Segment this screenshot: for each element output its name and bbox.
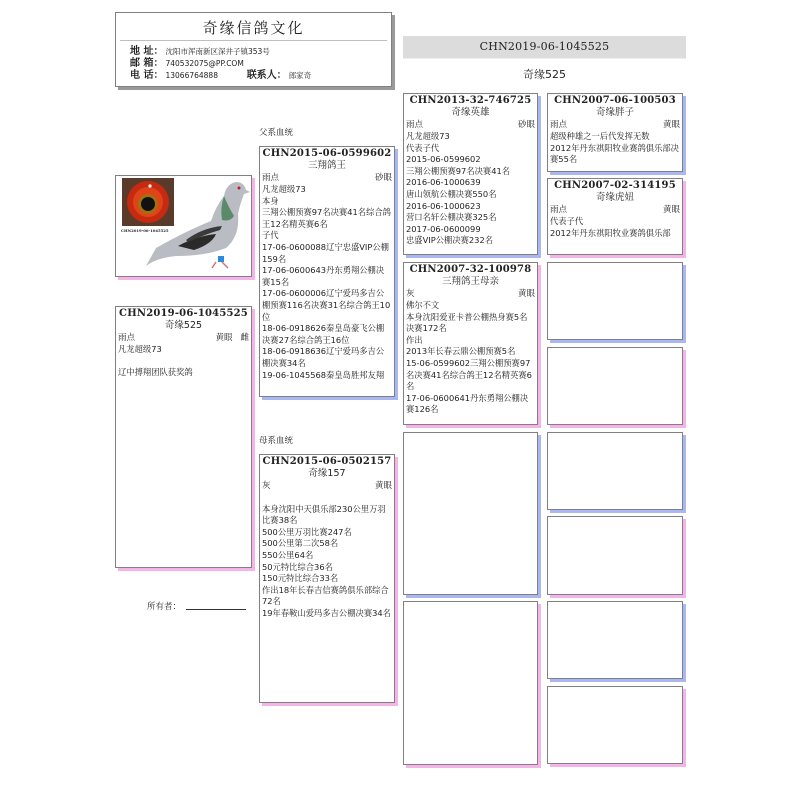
dam-line: 作出18年长春吉信赛鸽俱乐部综合72名 xyxy=(262,584,389,607)
address-value: 沈阳市浑南新区深井子镇353号 xyxy=(165,47,270,56)
sire-ring: CHN2015-06-0599602 xyxy=(262,148,392,159)
grandsire-line: 三翔公棚预赛97名决赛41名 xyxy=(406,165,511,176)
dam-color: 灰 xyxy=(262,481,271,491)
great-grandsire-name: 奇缘胖子 xyxy=(595,107,634,118)
grandsire-line: 忠盛VIP公棚决赛232名 xyxy=(406,235,494,246)
empty-ancestor-card xyxy=(547,686,683,764)
owner-signature-line[interactable] xyxy=(186,609,246,610)
sire-line: 17-06-0600643丹东勇翔公棚决赛15名 xyxy=(262,265,385,287)
granddam-line: 2013年长春云鼎公棚预赛5名 xyxy=(406,346,516,357)
dam-line: 500公里第二次58名 xyxy=(262,538,339,549)
sire-line-label: 父系血统 xyxy=(259,128,294,138)
subject-line: 辽中搏翔团队获奖鸽 xyxy=(118,367,193,378)
sire-line: 18-06-0918636辽宁爱玛多吉公棚决赛34名 xyxy=(262,346,385,368)
sire-line: 17-06-0600006辽宁爱玛多吉公棚预赛116名决赛31名综合鸽王10位 xyxy=(262,288,391,322)
breeder-title: 奇缘信鸽文化 xyxy=(202,19,305,37)
grandsire-line: 凡龙超级73 xyxy=(406,131,450,141)
grandsire-eye: 砂眼 xyxy=(517,120,535,130)
grandsire-traits xyxy=(404,119,537,131)
dam-line: 50元特比综合36名 xyxy=(262,561,333,572)
dam-sire-card-empty xyxy=(403,432,538,595)
photo-caption: CHN2019-06-1045525 xyxy=(121,228,169,233)
granddam-name: 三翔鸽王母亲 xyxy=(441,276,499,287)
granddam-line: 作出 xyxy=(406,334,423,345)
phone-label: 电 话： xyxy=(130,70,164,81)
empty-ancestor-card xyxy=(547,432,683,510)
owner-label: 所有者： xyxy=(147,602,182,612)
contact-value: 郎家奇 xyxy=(288,71,312,80)
sire-line: 凡龙超级73 xyxy=(262,184,306,194)
great-granddam-color: 雨点 xyxy=(550,205,568,215)
sire-line: 17-06-0600088辽宁忠盛VIP公棚159名 xyxy=(262,241,389,264)
great-grandsire-card xyxy=(547,93,683,172)
great-granddam-ring: CHN2007-02-314195 xyxy=(554,180,676,191)
granddam-ring: CHN2007-32-100978 xyxy=(409,264,532,275)
great-grandsire-ring: CHN2007-06-100503 xyxy=(554,95,676,106)
sire-line: 19-06-1045568秦皇岛胜邦友翔 xyxy=(262,369,385,380)
contact-label: 联系人： xyxy=(246,70,287,81)
dam-ring: CHN2015-06-0502157 xyxy=(262,456,392,467)
great-granddam-eye: 黄眼 xyxy=(662,205,680,215)
great-granddam-traits xyxy=(548,204,682,216)
grandsire-card xyxy=(403,93,538,255)
grandsire-line: 2015-06-0599602 xyxy=(406,154,481,165)
subject-name: 奇缘525 xyxy=(164,320,203,331)
granddam-traits xyxy=(404,288,537,300)
email-value: 740532075@PP.COM xyxy=(165,59,244,68)
dam-eye: 黄眼 xyxy=(374,481,392,491)
subject-pigeon-card xyxy=(115,306,252,568)
subject-sex: 雌 xyxy=(240,333,249,343)
granddam-line: 本身沈阳爱亚卡普公棚热身赛5名决赛172名 xyxy=(406,311,528,334)
subject-traits xyxy=(116,332,251,344)
dam-line: 500公里万羽比赛247名 xyxy=(262,526,352,537)
grandsire-color: 雨点 xyxy=(406,120,424,130)
empty-ancestor-card xyxy=(547,516,683,595)
address-label: 地 址： xyxy=(130,46,164,57)
great-grandsire-color: 雨点 xyxy=(550,120,568,130)
granddam-line: 17-06-0600641丹东勇翔公棚决赛126名 xyxy=(406,392,529,415)
great-granddam-line: 2012年丹东祺阳牧业赛鸽俱乐部 xyxy=(550,227,671,238)
dam-line-label: 母系血统 xyxy=(259,436,294,446)
grandsire-line: 营口名轩公棚决赛325名 xyxy=(406,212,497,223)
empty-ancestor-card xyxy=(547,262,683,340)
great-grandsire-line: 超级种雄之一后代发挥无数 xyxy=(550,131,650,141)
header-divider xyxy=(120,40,387,41)
great-grandsire-traits xyxy=(548,119,682,131)
subject-ring: CHN2019-06-1045525 xyxy=(119,308,248,319)
grandsire-line: 代表子代 xyxy=(406,142,440,153)
sire-line: 子代 xyxy=(262,230,279,241)
empty-ancestor-card xyxy=(547,347,683,425)
subject-line: 凡龙超级73 xyxy=(118,344,162,354)
email-label: 邮 箱： xyxy=(130,58,164,69)
pigeon-photo-icon xyxy=(116,176,252,277)
grandsire-line: 2016-06-1000639 xyxy=(406,177,481,188)
sire-eye: 砂眼 xyxy=(374,173,392,183)
dam-dam-card-empty xyxy=(403,601,538,765)
great-granddam-line: 代表子代 xyxy=(550,216,584,226)
top-pigeon-name: 奇缘525 xyxy=(523,68,566,81)
great-grandsire-line: 2012年丹东祺阳牧业赛鸽俱乐部决赛55名 xyxy=(550,142,679,165)
great-granddam-name: 奇缘虎妞 xyxy=(595,192,634,203)
dam-line: 150元特比综合33名 xyxy=(262,573,339,584)
empty-ancestor-card xyxy=(547,601,683,679)
dam-card xyxy=(259,454,395,703)
granddam-line: 佛尔不文 xyxy=(406,300,440,310)
grandsire-line: 2016-06-1000623 xyxy=(406,200,481,211)
pigeon-photo xyxy=(115,175,252,277)
granddam-line: 15-06-0599602三翔公棚预赛97名决赛41名综合鸽王12名精英赛6名 xyxy=(406,357,532,392)
address-row xyxy=(130,46,270,58)
email-row xyxy=(130,58,244,70)
top-ring-band xyxy=(403,36,686,59)
sire-card xyxy=(259,146,395,397)
sire-line: 本身 xyxy=(262,195,279,206)
sire-traits xyxy=(260,172,394,184)
granddam-color: 灰 xyxy=(406,289,415,299)
grandsire-line: 唐山领航公棚决赛550名 xyxy=(406,188,497,199)
sire-line: 18-06-0918626秦皇岛豪飞公棚决赛27名综合鸽王16位 xyxy=(262,323,385,345)
grandsire-ring: CHN2013-32-746725 xyxy=(409,95,532,106)
dam-line: 本身沈阳中天俱乐部230公里万羽比赛38名 xyxy=(262,503,386,526)
subject-eye: 黄眼 xyxy=(215,333,233,343)
top-ring-number: CHN2019-06-1045525 xyxy=(479,40,610,53)
grandsire-name: 奇缘英雄 xyxy=(451,107,490,118)
granddam-eye: 黄眼 xyxy=(517,289,535,299)
sire-color: 雨点 xyxy=(262,173,280,183)
phone-value: 13066764888 xyxy=(165,71,218,80)
dam-line: 19年春鞍山爱玛多吉公棚决赛34名 xyxy=(262,607,391,618)
dam-traits xyxy=(260,480,394,492)
dam-line: 550公里64名 xyxy=(262,549,314,560)
great-granddam-card xyxy=(547,178,683,255)
subject-line xyxy=(116,356,251,368)
sire-name: 三翔鸽王 xyxy=(307,160,346,171)
grandsire-line: 2017-06-0600099 xyxy=(406,223,481,234)
dam-name: 奇缘157 xyxy=(308,468,346,479)
great-grandsire-eye: 黄眼 xyxy=(662,120,680,130)
granddam-card xyxy=(403,262,538,425)
phone-row xyxy=(130,70,311,82)
dam-line xyxy=(260,492,394,504)
sire-line: 三翔公棚预赛97名决赛41名综合鸽王12名精英赛6名 xyxy=(262,207,391,229)
subject-color: 雨点 xyxy=(118,333,136,343)
breeder-header-card xyxy=(115,12,392,87)
